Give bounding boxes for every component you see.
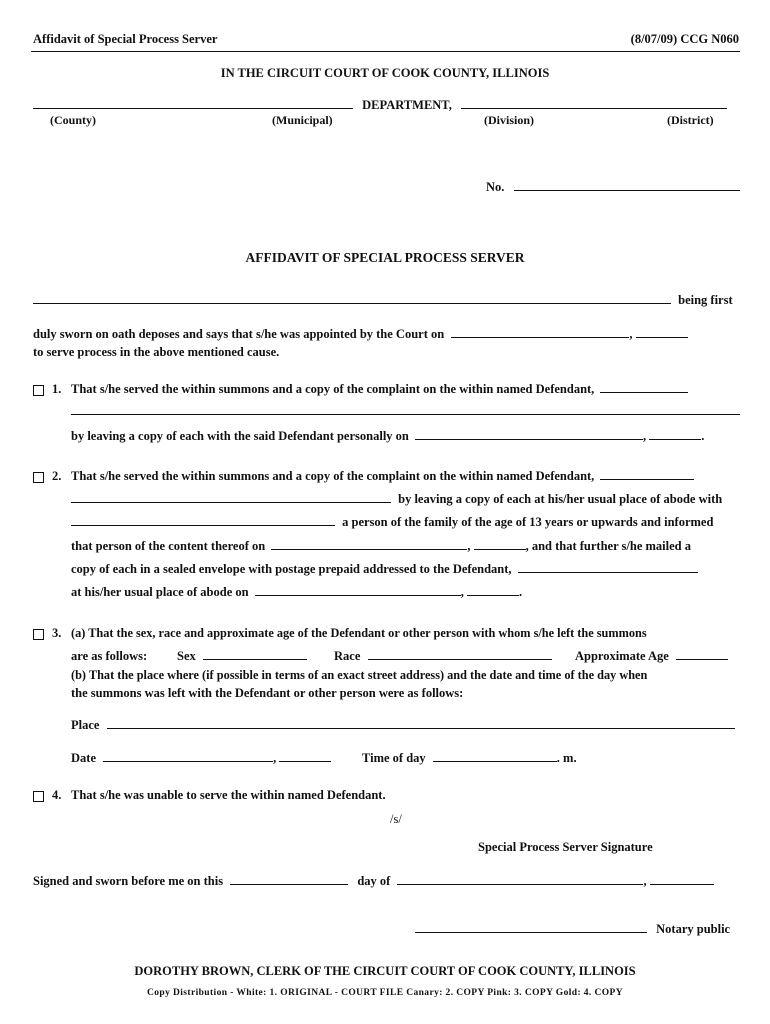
division-district-field[interactable] <box>461 99 727 109</box>
item2-line6: at his/her usual place of abode on <box>71 585 249 599</box>
department-row <box>33 98 727 113</box>
form-title: Affidavit of Special Process Server <box>33 32 218 46</box>
case-number-row <box>486 180 740 195</box>
sworn-month-field[interactable] <box>397 875 643 885</box>
item3-line1: (a) That the sex, race and approximate age of the Defendant or other person with whom s/he left the summons <box>71 626 647 640</box>
race-label: Race <box>334 649 361 663</box>
item2-defendant-field-2[interactable] <box>71 493 391 503</box>
age-field[interactable] <box>676 650 728 660</box>
comma: , <box>467 539 474 553</box>
department-label: DEPARTMENT, <box>362 98 452 112</box>
county-municipal-field[interactable] <box>33 99 353 109</box>
date-label: Date <box>71 751 96 765</box>
signature-label: Special Process Server Signature <box>478 840 653 854</box>
copy-distribution: Copy Distribution - White: 1. ORIGINAL - COURT FILE Canary: 2. COPY Pink: 3. COPY Gold: 4. COPY <box>146 988 623 998</box>
item1-line2-row <box>71 404 740 419</box>
notary-signature-field[interactable] <box>415 923 647 933</box>
notary-label: Notary public <box>656 922 731 936</box>
item1-defendant-field-2[interactable] <box>71 405 740 415</box>
municipal-label: (Municipal) <box>272 113 333 127</box>
county-label: (County) <box>50 113 97 127</box>
item2-line1-row <box>71 469 694 484</box>
year-field[interactable] <box>279 752 331 762</box>
item4-number: 4. <box>52 788 62 802</box>
item1-checkbox[interactable] <box>33 385 44 396</box>
item2-mail-date-field[interactable] <box>255 586 461 596</box>
sex-row <box>177 649 307 664</box>
item2-line4-row <box>71 539 691 554</box>
period: . <box>701 429 705 443</box>
time-row <box>362 751 577 766</box>
date-row <box>71 751 331 766</box>
item3-checkbox[interactable] <box>33 629 44 640</box>
item3-line3: (b) That the place where (if possible in terms of an exact street address) and the date and time of the day when <box>71 668 648 682</box>
case-number-field[interactable] <box>514 181 740 191</box>
item1-line3: by leaving a copy of each with the said Defendant personally on <box>71 429 409 443</box>
item2-year-field[interactable] <box>474 540 526 550</box>
item1-date-field[interactable] <box>415 430 643 440</box>
time-label: Time of day <box>362 751 426 765</box>
sworn-before-text: Signed and sworn before me on this <box>33 874 224 888</box>
being-first-text: being first <box>678 293 733 307</box>
serve-text: to serve process in the above mentioned cause. <box>33 345 280 359</box>
item1-number: 1. <box>52 382 62 396</box>
item2-line5-row <box>71 562 698 577</box>
sworn-day-field[interactable] <box>230 875 348 885</box>
place-label: Place <box>71 718 100 732</box>
item3-line2-row <box>71 649 147 664</box>
item2-line3: a person of the family of the age of 13 years or upwards and informed <box>342 515 714 529</box>
comma: , <box>273 751 280 765</box>
sworn-text: duly sworn on oath deposes and says that s/he was appointed by the Court on <box>33 327 445 341</box>
date-field[interactable] <box>103 752 273 762</box>
item4-checkbox[interactable] <box>33 791 44 802</box>
case-number-label: No. <box>486 180 505 194</box>
clerk-name: DOROTHY BROWN, CLERK OF THE CIRCUIT COURT OF COOK COUNTY, ILLINOIS <box>134 964 636 978</box>
item2-number: 2. <box>52 469 62 483</box>
item2-line5: copy of each in a sealed envelope with postage prepaid addressed to the Defendant, <box>71 562 512 576</box>
form-code: (8/07/09) CCG N060 <box>630 32 739 46</box>
item2-line6-row <box>71 585 522 600</box>
item2-date-field[interactable] <box>271 540 467 550</box>
item2-defendant-field[interactable] <box>600 470 694 480</box>
item2-person-field[interactable] <box>71 516 335 526</box>
age-row <box>575 649 728 664</box>
place-field[interactable] <box>107 719 735 729</box>
comma: , <box>643 429 650 443</box>
race-row <box>334 649 552 664</box>
place-row <box>71 718 735 733</box>
comma: , <box>460 585 467 599</box>
appointed-year-field[interactable] <box>636 328 688 338</box>
item2-line3-row <box>71 515 713 530</box>
item1-line3-row <box>71 429 704 444</box>
item3-number: 3. <box>52 626 62 640</box>
district-label: (District) <box>667 113 714 127</box>
signature-mark: /s/ <box>390 812 402 826</box>
comma: , <box>629 327 636 341</box>
comma: , <box>643 874 650 888</box>
item4-text: That s/he was unable to serve the within named Defendant. <box>71 788 386 802</box>
period: . <box>518 585 523 599</box>
affiant-name-field[interactable] <box>33 294 671 304</box>
race-field[interactable] <box>368 650 552 660</box>
item2-line2-row <box>71 492 722 507</box>
time-field[interactable] <box>433 752 557 762</box>
item3-line4: the summons was left with the Defendant or other person were as follows: <box>71 686 464 700</box>
item2-mail-year-field[interactable] <box>467 586 519 596</box>
are-as-follows: are as follows: <box>71 649 148 663</box>
header-rule <box>31 51 740 52</box>
day-of-text: day of <box>357 874 391 888</box>
sworn-before-row <box>33 874 714 889</box>
time-suffix: . m. <box>556 751 577 765</box>
sworn-year-field[interactable] <box>650 875 714 885</box>
item2-line2: by leaving a copy of each at his/her usual place of abode with <box>398 492 723 506</box>
item2-line1: That s/he served the within summons and a copy of the complaint on the within named Defendant, <box>71 469 595 483</box>
item2-checkbox[interactable] <box>33 472 44 483</box>
division-label: (Division) <box>484 113 535 127</box>
appointed-date-field[interactable] <box>451 328 629 338</box>
sworn-row <box>33 327 688 342</box>
item1-year-field[interactable] <box>649 430 701 440</box>
affiant-row <box>33 293 733 308</box>
court-title: IN THE CIRCUIT COURT OF COOK COUNTY, ILLINOIS <box>220 66 550 80</box>
age-label: Approximate Age <box>575 649 669 663</box>
item1-line1-row <box>71 382 688 397</box>
sex-label: Sex <box>177 649 196 663</box>
sex-field[interactable] <box>203 650 307 660</box>
item2-line4a: that person of the content thereof on <box>71 539 266 553</box>
item2-line4b: , and that further s/he mailed a <box>525 539 691 553</box>
item2-address-field[interactable] <box>518 563 698 573</box>
item1-line1: That s/he served the within summons and a copy of the complaint on the within named Defendant, <box>71 382 595 396</box>
item1-defendant-field[interactable] <box>600 383 688 393</box>
affidavit-title: AFFIDAVIT OF SPECIAL PROCESS SERVER <box>245 250 525 265</box>
notary-row <box>415 922 730 937</box>
